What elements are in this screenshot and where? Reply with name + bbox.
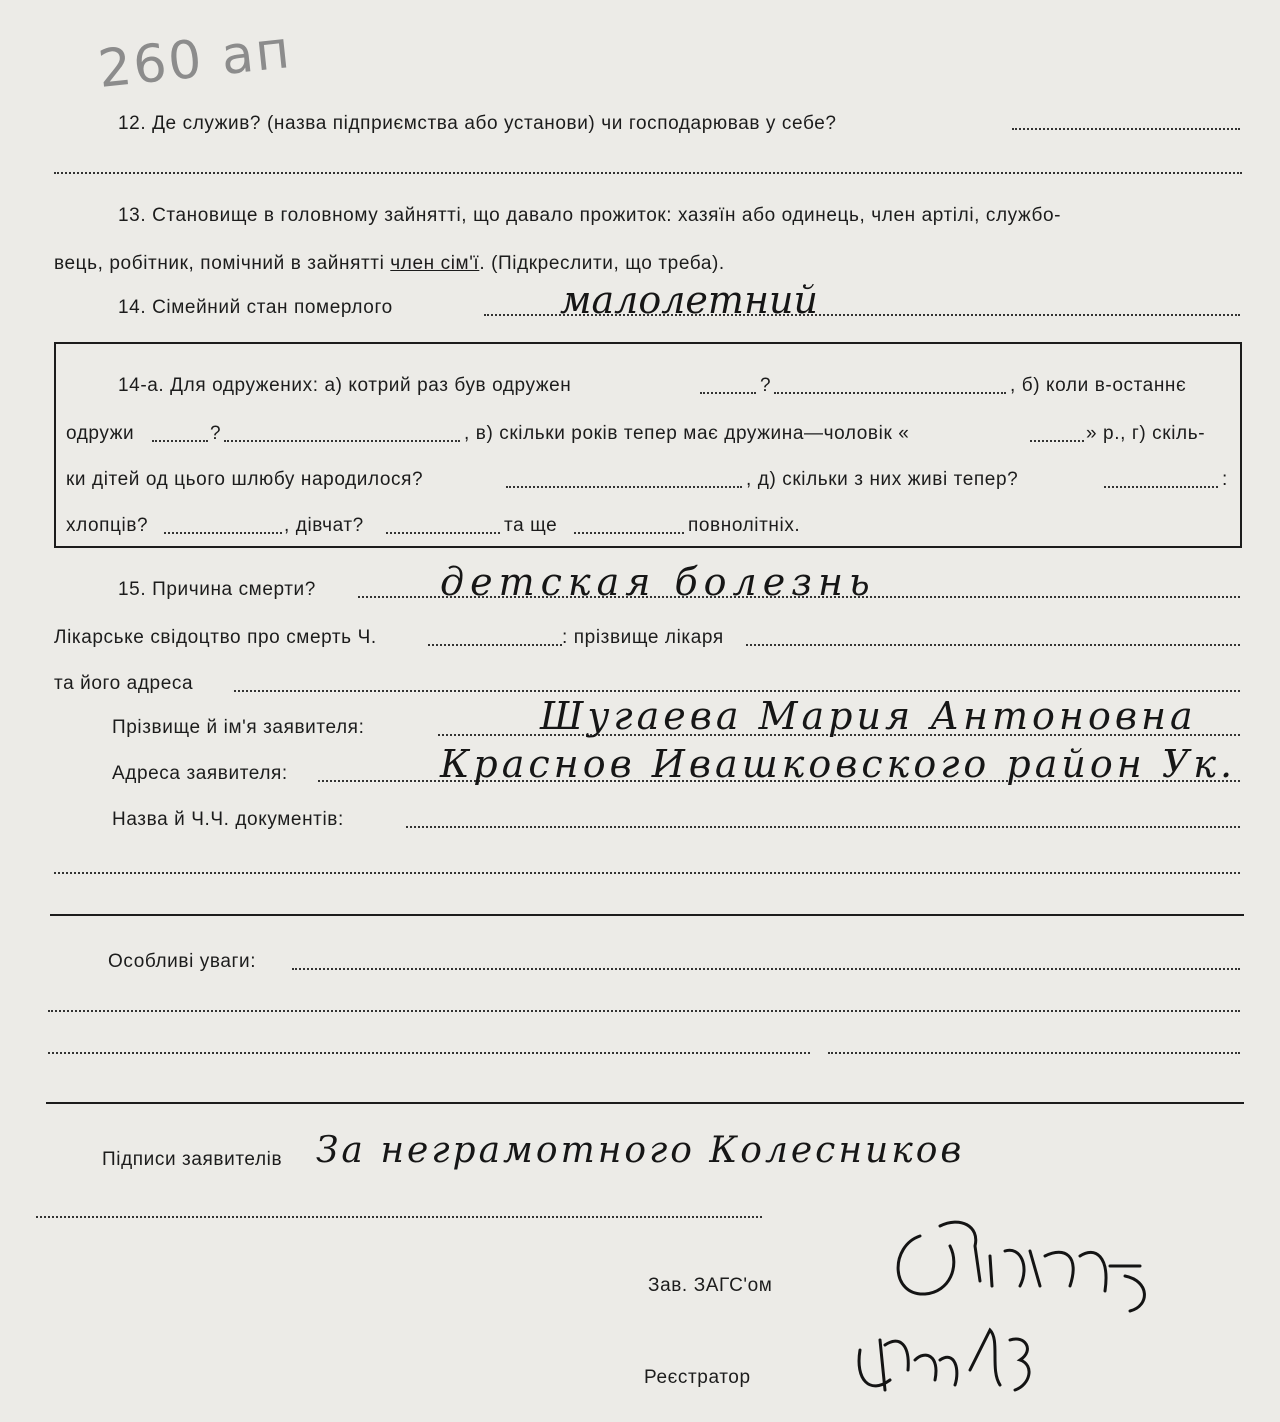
medical-certificate-number-field[interactable] <box>428 644 562 646</box>
remarks-field-line3a[interactable] <box>48 1052 810 1054</box>
applicant-name-handwritten: Шугаева Мария Антоновна <box>540 694 1197 738</box>
q14a-line4-b: , дівчат? <box>284 515 364 536</box>
q14a-times-married-field-2[interactable] <box>774 392 1006 394</box>
q14a-line4-c: та ще <box>504 515 558 536</box>
q15-handwritten-value: детская болезнь <box>440 560 876 604</box>
q14-label: 14. Сімейний стан померлого <box>118 297 393 318</box>
remarks-field[interactable] <box>292 968 1240 970</box>
q14a-line4-a: хлопців? <box>66 515 149 536</box>
registrar-signature-icon <box>840 1300 1060 1410</box>
q14a-line1-q: ? <box>760 375 772 396</box>
q14-handwritten-value: малолетний <box>560 278 818 322</box>
applicant-name-label: Прізвище й ім'я заявителя: <box>112 717 365 738</box>
medical-certificate-label <box>54 626 377 650</box>
q14a-line1-a: 14-а. Для одружених: а) котрий раз був одружен <box>118 375 572 396</box>
applicant-address-handwritten: Краснов Ивашковского район Ук. <box>440 742 1237 786</box>
q12-field[interactable] <box>1012 128 1240 130</box>
applicant-signatures-label: Підписи заявителів <box>102 1149 283 1170</box>
q14a-line3-b: , д) скільки з них живі тепер? <box>746 469 1019 490</box>
medical-certificate-text: Лікарське свідоцтво про смерть Ч. <box>54 627 377 648</box>
q13-line2 <box>54 252 725 276</box>
q15-label: 15. Причина смерти? <box>118 579 316 600</box>
q12-label: 12. Де служив? (назва підприємства або установи) чи господарював у себе? <box>118 113 837 134</box>
q14a-line2-q: ? <box>210 423 222 444</box>
documents-field-line2[interactable] <box>54 872 1240 874</box>
q14a-line2-c: » р., г) скіль- <box>1086 423 1206 444</box>
q14a-children-alive-field[interactable] <box>1104 486 1218 488</box>
documents-label: Назва й Ч.Ч. документів: <box>112 809 344 830</box>
q14a-girls-field[interactable] <box>386 532 500 534</box>
q14a-last-married-field[interactable] <box>152 440 208 442</box>
section-divider-2 <box>46 1102 1244 1104</box>
q14a-line4-d: повнолітніх. <box>688 515 801 536</box>
q14a-line2-a: одружи <box>66 423 135 444</box>
remarks-label: Особливі уваги: <box>108 951 257 972</box>
q13-line2-post: . (Підкреслити, що треба). <box>479 253 725 274</box>
archive-pencil-mark: 260 ап <box>95 20 295 100</box>
zags-head-label: Зав. ЗАГС'ом <box>648 1275 773 1296</box>
q14a-line2-b: , в) скільки років тепер має дружина—чоловік « <box>464 423 910 444</box>
remarks-field-line3b[interactable] <box>828 1052 1240 1054</box>
applicant-address-label: Адреса заявителя: <box>112 763 288 784</box>
q14a-line3-c: : <box>1222 469 1228 490</box>
q14a-spouse-age-field[interactable] <box>1030 440 1084 442</box>
q14a-line1-b: , б) коли в-останнє <box>1010 375 1187 396</box>
q14a-boys-field[interactable] <box>164 532 282 534</box>
q14a-adults-field[interactable] <box>574 532 684 534</box>
documents-field[interactable] <box>406 826 1240 828</box>
section-divider <box>50 914 1244 916</box>
doctor-name-field[interactable] <box>746 644 1240 646</box>
q12-field-line2[interactable] <box>54 172 1242 174</box>
registrar-label: Реєстратор <box>644 1367 751 1388</box>
doctor-name-label: : прізвище лікаря <box>562 627 724 648</box>
applicant-signatures-handwritten: За неграмотного Колесников <box>316 1130 965 1171</box>
q13-line1: 13. Становище в головному зайнятті, що давало прожиток: хазяїн або одинець, член артілі, службо- <box>118 205 1062 226</box>
q13-line2-pre: вець, робітник, помічний в зайнятті <box>54 253 391 274</box>
remarks-field-line2[interactable] <box>48 1010 1240 1012</box>
applicant-signatures-field-line2[interactable] <box>36 1216 762 1218</box>
q14a-last-married-field-2[interactable] <box>224 440 460 442</box>
doctor-address-field[interactable] <box>234 690 1240 692</box>
q14a-line3-a: ки дітей од цього шлюбу народилося? <box>66 469 424 490</box>
q14a-times-married-field[interactable] <box>700 392 756 394</box>
q13-underlined-choice: член сім'ї <box>390 253 480 274</box>
q14a-children-born-field[interactable] <box>506 486 742 488</box>
doctor-address-label: та його адреса <box>54 673 194 694</box>
